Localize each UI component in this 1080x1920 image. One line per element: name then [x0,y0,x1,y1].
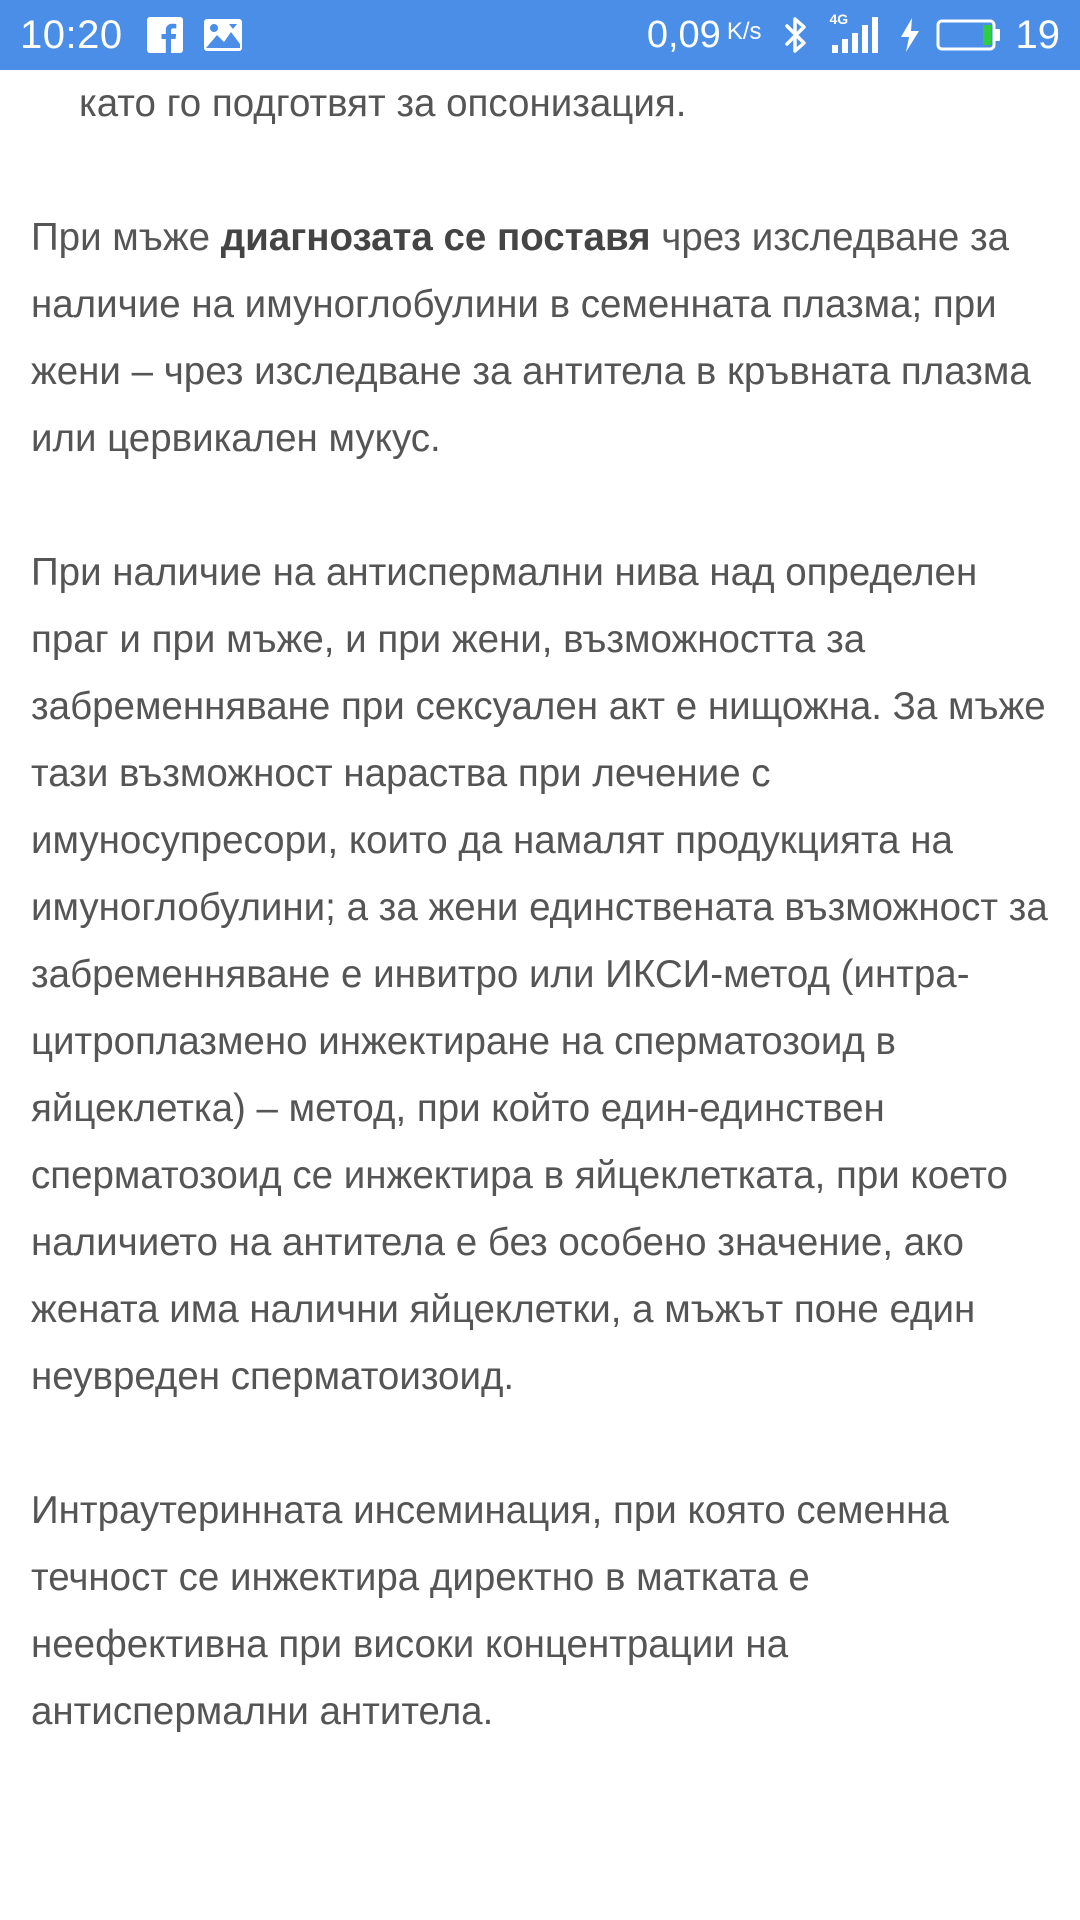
intro-line: като го подготвят за опсонизация. [79,82,687,125]
article-body [31,70,1051,1812]
image-notification-icon [203,15,243,55]
network-speed-unit: K/s [726,17,762,45]
network-speed-value: 0,09 [646,13,721,56]
paragraph-treatment: При наличие на антиспермални нива над определен праг и при мъже, и при жени, възможността за забременняване при сексуален акт е нищожна. За мъже тази възможност нараства при лечение с имуносупресори, които да намалят продукцията на имуноглобулини; а за жени единствената възможност за забременняване е инвитро или ИКСИ-метод (интра-цитроплазмено инжектиране на сперматозоид в яйцеклетка) – метод, при който един-единствен сперматозоид се инжектира в яйцеклетката, при което наличието на антитела е без особено значение, ако жената има налични яйцеклетки, а мъжът поне един неувреден сперматоизоид. [31,551,1048,1398]
status-right-group [647,13,1060,58]
notification-icons [145,15,243,55]
charging-icon [898,15,922,55]
paragraph-insemination: Интраутеринната инсеминация, при която семенна течност се инжектира директно в матката е неефективна при високи концентрации на антиспермални антитела. [31,1489,949,1733]
bluetooth-icon [776,15,816,55]
network-speed [647,14,762,57]
paragraph-diagnosis-end: чрез изследване за наличие на имуноглобулини в семенната плазма; при жени – чрез изследване за антитела в кръвната плазма или цервикален мукус. [31,216,1031,460]
status-bar [0,0,1080,70]
facebook-icon [145,15,185,55]
network-type-label: 4G [829,11,849,27]
paragraph-diagnosis-start: При мъже [31,216,221,259]
paragraph-diagnosis-bold: диагнозата се поставя [220,216,651,259]
status-time: 10:20 [20,12,123,57]
battery-icon [936,18,1002,52]
battery-level: 19 [1015,12,1060,57]
paragraph-diagnosis [31,204,1051,472]
cellular-signal-icon [830,13,884,57]
